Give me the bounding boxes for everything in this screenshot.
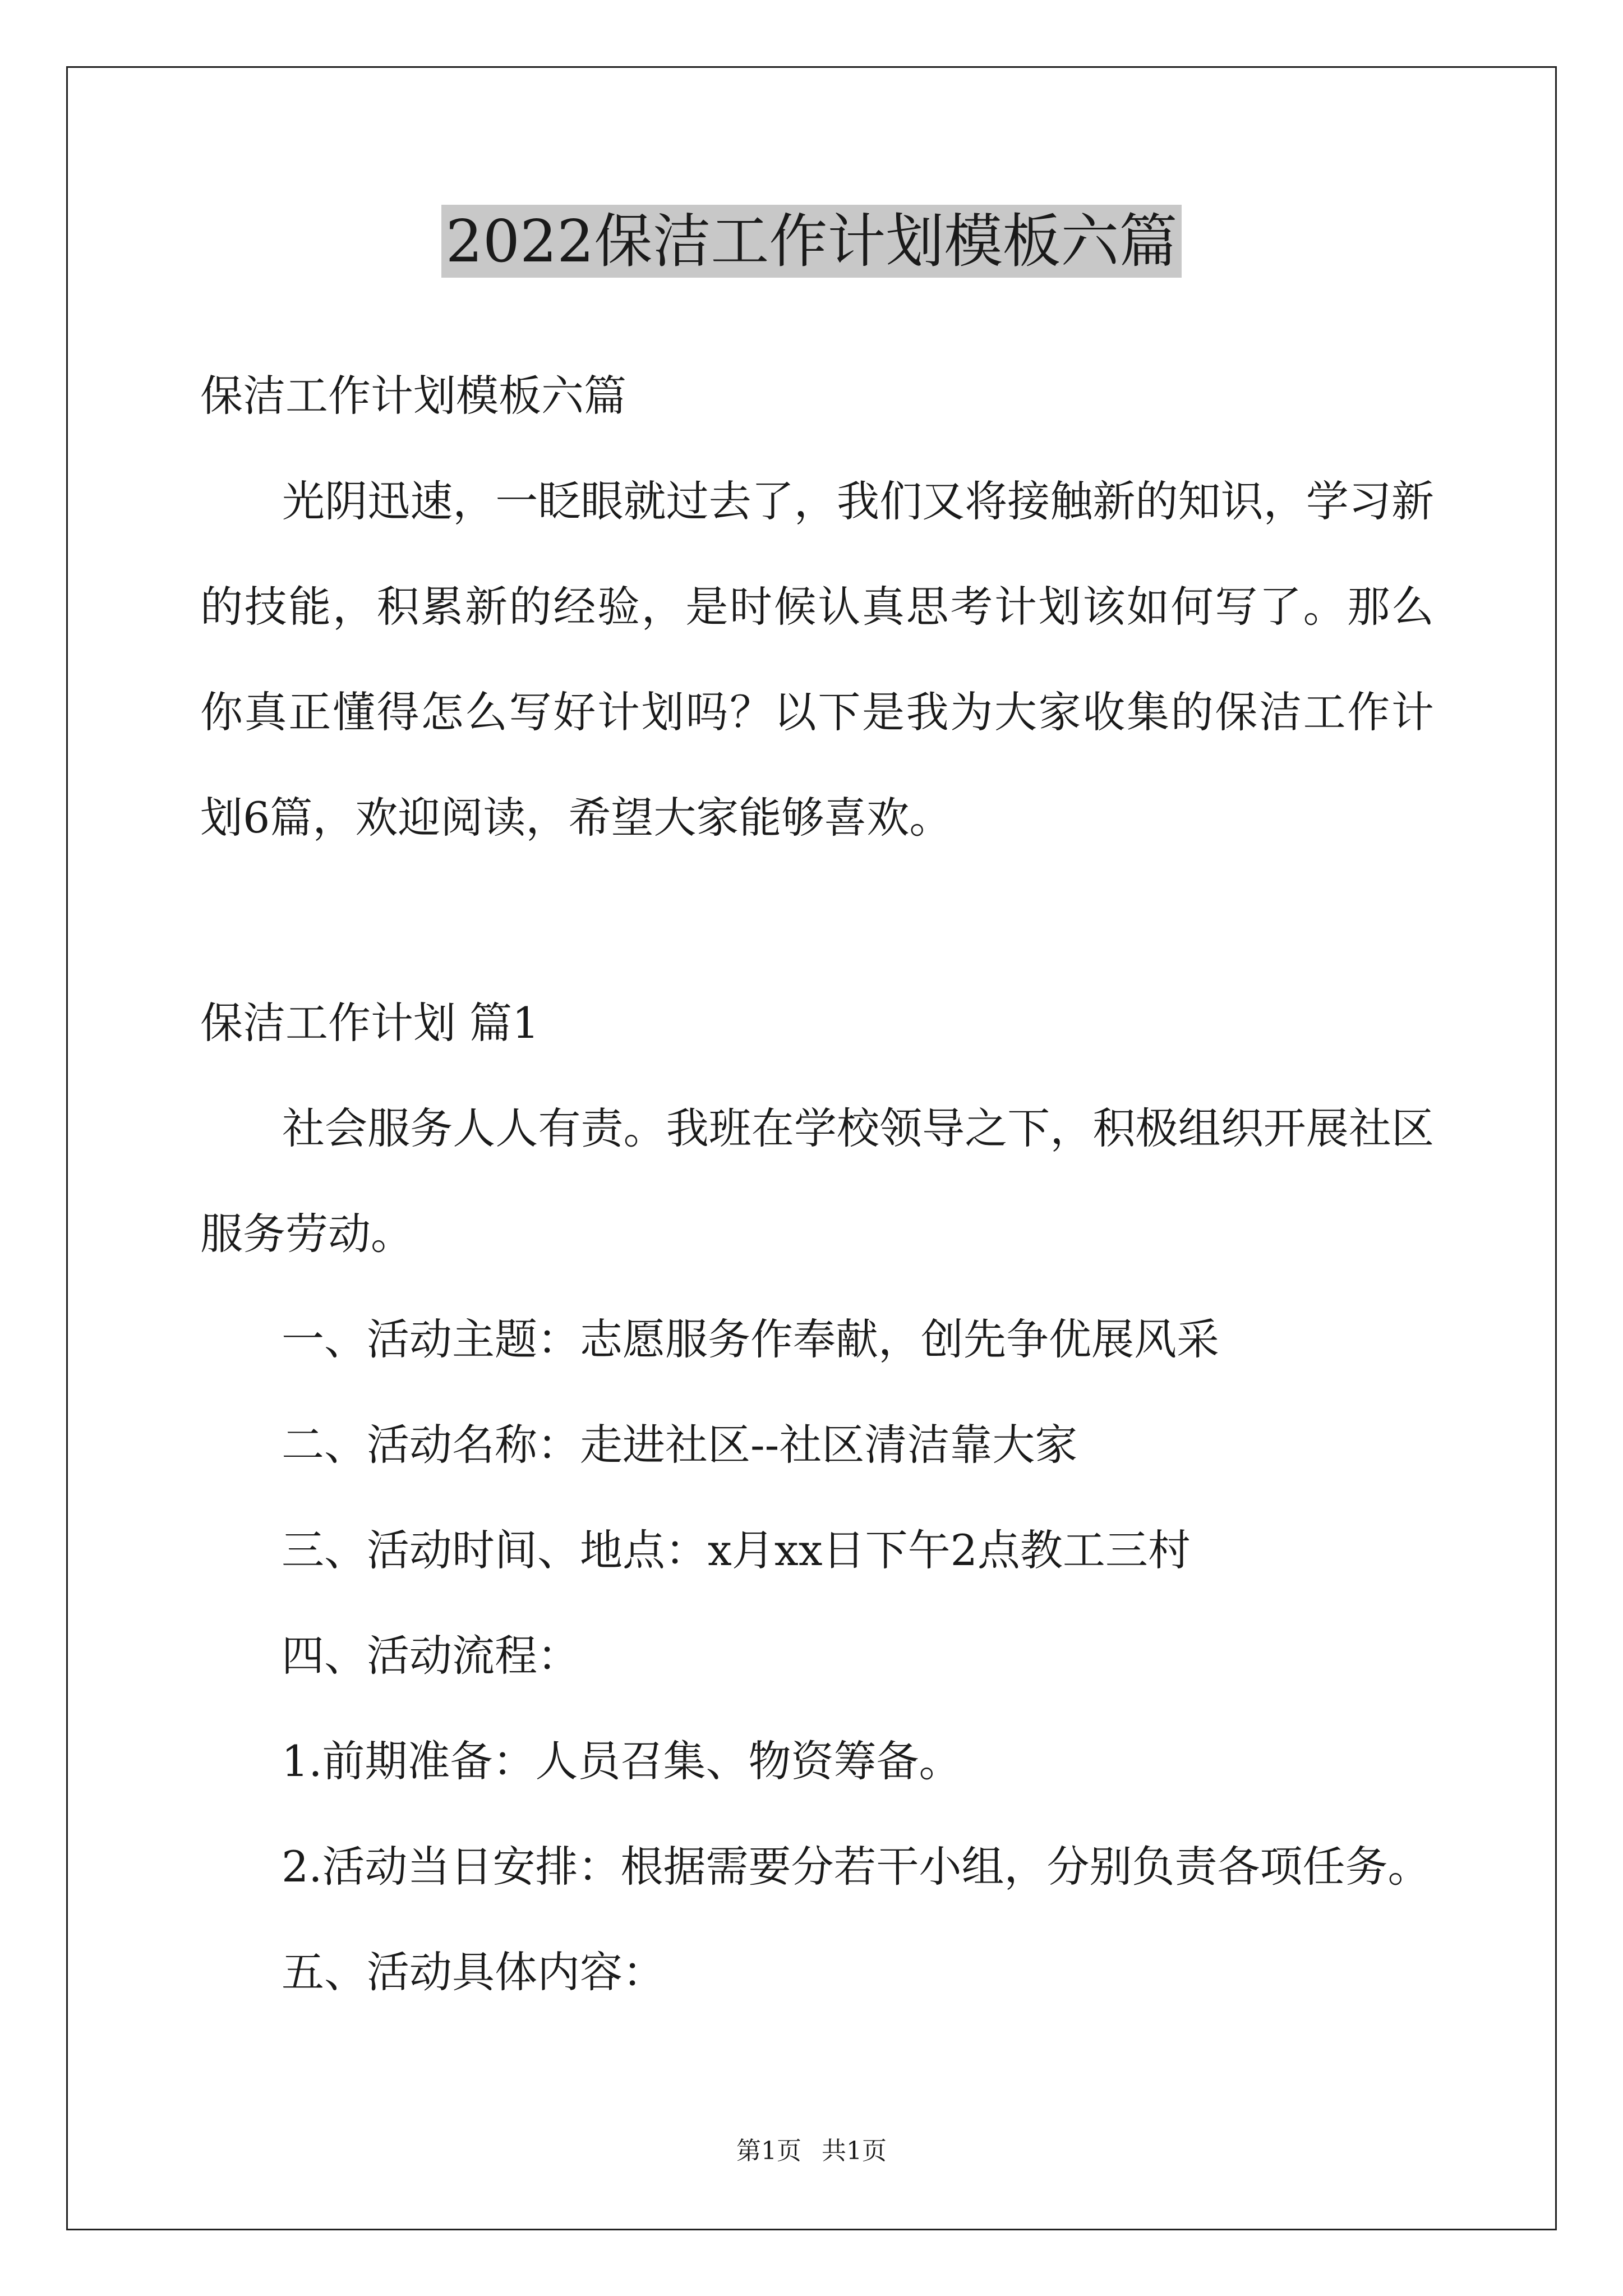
- list-item: 一、活动主题：志愿服务作奉献，创先争优展风采: [282, 1314, 1219, 1364]
- page-total: 共1页: [822, 2137, 887, 2165]
- page-number: 第1页: [736, 2137, 801, 2165]
- list-item: 2.活动当日安排：根据需要分若干小组，分别负责各项任务。: [282, 1842, 1431, 1892]
- intro-paragraph: 光阴迅速，一眨眼就过去了，我们又将接触新的知识，学习新的技能，积累新的经验，是时候认真思考计划该如何写了。那么你真正懂得怎么写好计划吗？以下是我为大家收集的保洁工作计划6篇，欢迎阅读，希望大家能够喜欢。: [200, 476, 1434, 843]
- list-item: 二、活动名称：走进社区--社区清洁靠大家: [282, 1420, 1078, 1470]
- list-item: 1.前期准备：人员召集、物资筹备。: [282, 1736, 962, 1786]
- list-item: 三、活动时间、地点：x月xx日下午2点教工三村: [282, 1525, 1191, 1575]
- document-title: 2022保洁工作计划模板六篇: [0, 202, 1623, 280]
- document-subtitle: 保洁工作计划模板六篇: [200, 371, 626, 421]
- section-heading-1: 保洁工作计划 篇1: [200, 998, 540, 1048]
- section-1-intro: 社会服务人人有责。我班在学校领导之下，积极组织开展社区服务劳动。: [200, 1103, 1434, 1259]
- list-item: 四、活动流程：: [282, 1631, 580, 1681]
- list-item: 五、活动具体内容：: [282, 1947, 665, 1997]
- page-footer: [0, 2134, 1623, 2168]
